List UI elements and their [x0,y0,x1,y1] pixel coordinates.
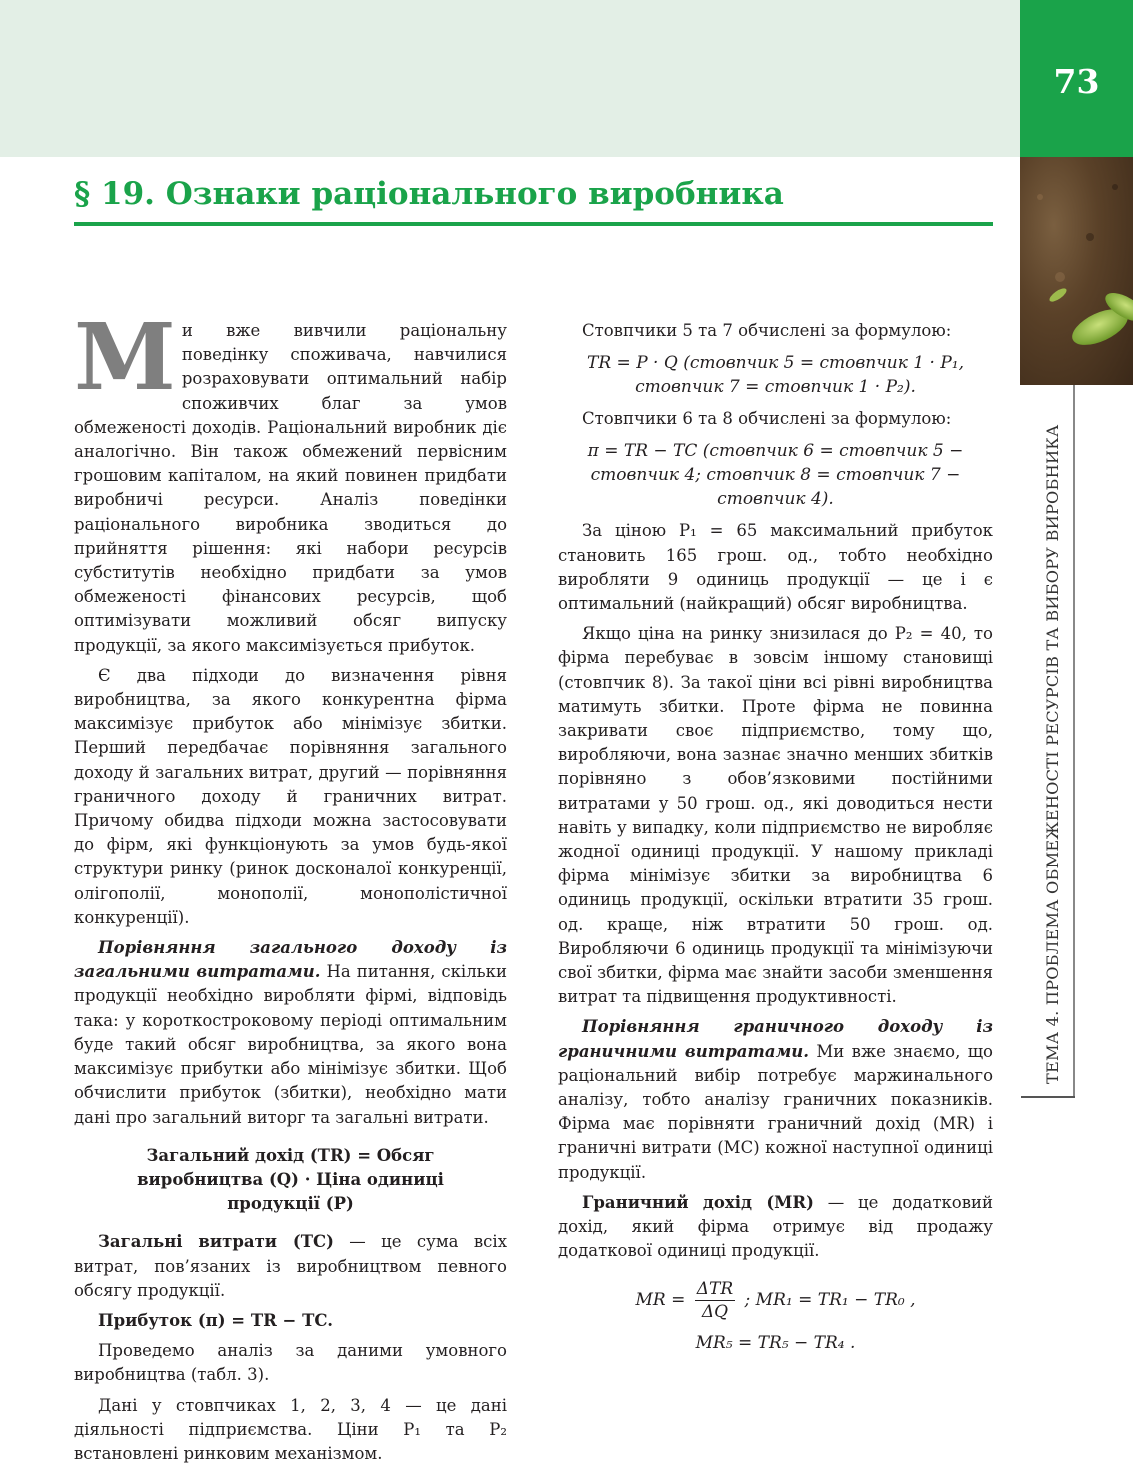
mr-formula [558,1278,993,1323]
section-title: § 19. Ознаки раціонального виробника [74,176,784,212]
page-number: 73 [1053,62,1100,101]
total-cost-paragraph [74,1230,507,1303]
tr-formula-line1: TR = P · Q (стовпчик 5 = стовпчик 1 · P₁, [587,353,964,374]
total-cost-text: — це сума всіх витрат, пов’язаних із виробництвом певного обсягу продукції. [74,1232,507,1300]
title-underline [74,222,993,226]
mr5-formula: MR₅ = TR₅ − TR₄ . [695,1332,856,1353]
analysis-paragraph: Проведемо аналіз за даними умовного виробництва (табл. 3). [74,1341,507,1385]
marginal-revenue-text: — це додатковий дохід, який фірма отримує від продажу додаткової одиниці продукції. [558,1192,993,1261]
total-comparison-paragraph [74,936,507,1130]
total-comparison-heading: Порівняння загального доходу із загальними витратами. [74,938,507,982]
mr-fraction [695,1278,735,1323]
soil-sprout-image [1020,157,1133,385]
profit-formula-line1: π = TR − TC (стовпчик 6 = стовпчик 5 − [587,441,964,462]
dropcap: М [74,303,176,411]
mr-formula-lhs: MR = [635,1289,686,1310]
approaches-paragraph: Є два підходи до визначення рівня виробництва, за якого конкурентна фірма максимізує прибуток або мінімізує збитки. Перший передбачає порівняння загального доходу й загальних витрат, другий — порівняння граничного доходу й граничних витрат. Причому обидва підходи можна застосовувати до фірм, які функціонують за умов будь-якої структури ринку (ринок досконалої конкуренції, олігополії, монополії, монополістичної конкуренції). [74,665,507,927]
side-rule-vertical [1073,385,1075,1098]
price-p1-paragraph: За ціною P₁ = 65 максимальний прибуток становить 165 грош. од., тобто необхідно виробляти 9 одиниць продукції — це і є оптимальний (найкращий) обсяг виробництва. [558,521,993,614]
columns-6-8-intro: Стовпчики 6 та 8 обчислені за формулою: [582,409,952,429]
page-number-box [1020,0,1133,157]
mr-fraction-denominator: ΔQ [701,1301,729,1322]
price-p2-paragraph: Якщо ціна на ринку знизилася до P₂ = 40, то фірма перебуває в зовсім іншому становищі (стовпчик 8). За такої ціни всі рівні виробництва матимуть збитки. Проте фірма не повинна закривати своє підприємство, тому що, виробляючи, вона зазнає значно менших збитків порівняно з обов’язковими постійними витратами у 50 грош. од., які доводиться нести навіть у випадку, коли підприємство не виробляє жодної одиниці продукції. У нашому прикладі фірма мінімізує збитки за виробництва 6 одиниць продукції, оскільки втратити 35 грош. од. краще, ніж втратити 50 грош. од. Виробляючи 6 одиниць продукції та мінімізуючи свої збитки, фірма має знайти засоби зменшення витрат та підвищення продуктивності. [558,624,993,1007]
total-cost-term: Загальні витрати (ТС) [98,1232,334,1252]
profit-formula: Прибуток (π) = TR − TC. [98,1310,333,1330]
total-revenue-definition: Загальний дохід (TR) = Обсяг виробництва (Q) · Ціна одиниці продукції (P) [137,1145,444,1214]
mr-formula-rest: ; MR₁ = TR₁ − TR₀ , [744,1289,916,1310]
marginal-comparison-paragraph [558,1015,993,1184]
sprout-icon [1020,157,1133,385]
tr-formula-line2: стовпчик 7 = стовпчик 1 · P₂). [635,377,916,398]
intro-text: и вже вивчили раціональну поведінку споживача, навчилися розраховувати оптимальний набір споживчих благ за умов обмеженості доходів. Раціональний виробник діє аналогічно. Він також обмежений первісним грошовим капіталом, на який повинен придбати виробничі ресурси. Аналіз поведінки раціонального виробника зводиться до прийняття рішення: які набори ресурсів субститутів необхідно придбати за умов обмеженості фінансових ресурсів, щоб оптимізувати можливий обсяг випуску продукції, за якого максимізується прибуток. [74,321,507,655]
total-comparison-text: На питання, скільки продукції необхідно виробляти фірмі, відповідь така: у короткостроковому періоді оптимальним буде такий обсяг виробництва, за якого вона максимізує прибутки або мінімізує збитки. Щоб обчислити прибуток (збитки), необхідно мати дані про загальний виторг та загальні витрати. [74,962,507,1127]
side-rule-horizontal [1021,1096,1075,1098]
mr-fraction-numerator: ΔTR [696,1278,734,1299]
tr-formula [558,351,993,399]
profit-column-formula [558,439,993,511]
marginal-revenue-term: Граничний дохід (MR) [582,1192,814,1212]
profit-formula-line3: стовпчик 4). [717,489,834,510]
right-column [558,319,993,1363]
marginal-comparison-heading: Порівняння граничного доходу із граничними витратами. [558,1017,993,1061]
intro-paragraph [74,303,507,658]
profit-formula-line2: стовпчик 4; стовпчик 8 = стовпчик 7 − [590,465,961,486]
side-heading: ТЕМА 4. ПРОБЛЕМА ОБМЕЖЕНОСТІ РЕСУРСІВ ТА ВИБОРУ ВИРОБНИКА [1043,424,1062,1084]
columns-5-7-intro: Стовпчики 5 та 7 обчислені за формулою: [582,321,952,340]
marginal-revenue-paragraph [558,1191,993,1264]
left-column [74,303,507,1466]
marginal-comparison-text: Ми вже знаємо, що раціональний вибір потребує маржинального аналізу, тобто аналізу граничних показників. Фірма має порівняти граничний дохід (MR) і граничні витрати (MC) кожної наступної одиниці продукції. [558,1041,993,1182]
columns-data-paragraph: Дані у стовпчиках 1, 2, 3, 4 — це дані діяльності підприємства. Ціни P₁ та P₂ встановлені ринковим механізмом. [74,1395,507,1463]
header-band [0,0,1020,157]
